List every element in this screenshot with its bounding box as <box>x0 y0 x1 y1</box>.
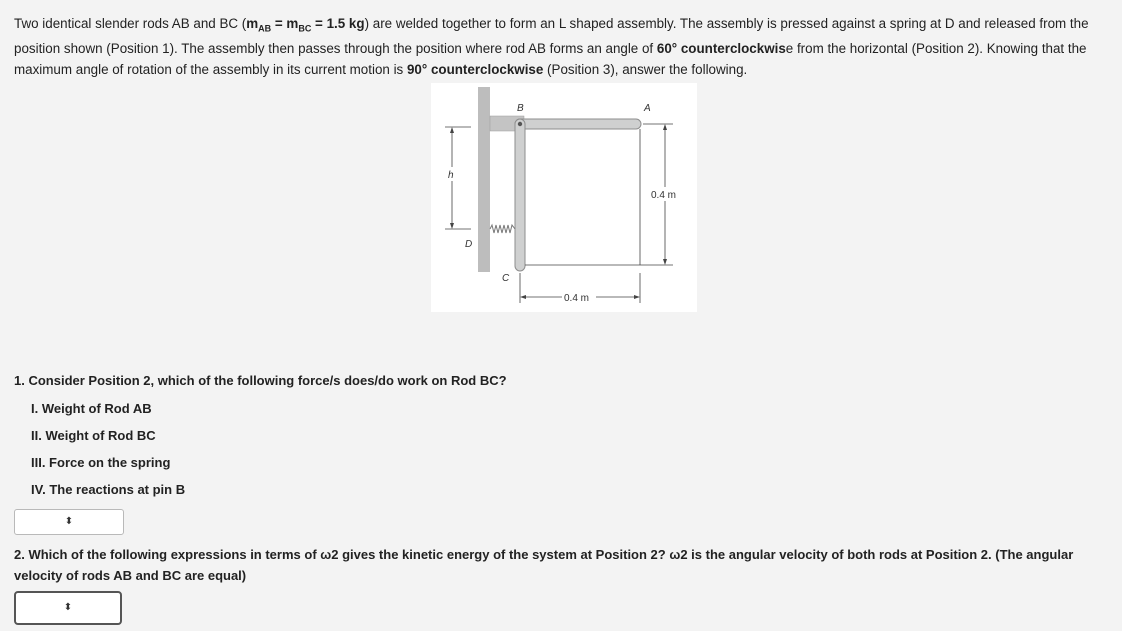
mass-value: = 1.5 kg <box>311 16 365 31</box>
rod-assembly-figure <box>431 83 697 312</box>
mass-expression <box>246 16 365 34</box>
label-vertical-dimension: 0.4 m <box>651 190 677 201</box>
question-1-title: 1. Consider Position 2, which of the following force/s does/do work on Rod BC? <box>14 373 507 388</box>
hdim-arrow-right <box>634 295 640 299</box>
h-arrow-bottom <box>450 223 454 229</box>
problem-text-2: ) are welded together to form an L shaped assembly. The assembly is pressed against a spring at D and released from the position shown (Position 1). The assembly then passes through the position where rod AB forms an angle of <box>14 16 1089 57</box>
label-d: D <box>465 239 473 250</box>
question-1-answer-select[interactable] <box>14 509 124 535</box>
wall <box>478 87 490 272</box>
mass-equals: = m <box>271 16 299 31</box>
mass-symbol: m <box>246 16 259 31</box>
label-a: A <box>644 103 651 114</box>
problem-statement <box>14 14 1108 80</box>
h-arrow-top <box>450 127 454 133</box>
question-1-option-2: II. Weight of Rod BC <box>31 428 156 443</box>
question-2-answer-select[interactable] <box>14 591 122 625</box>
problem-text-1: Two identical slender rods AB and BC ( <box>14 16 247 31</box>
select-arrows-icon: ⬍ <box>64 516 74 527</box>
label-c: C <box>502 273 510 284</box>
subscript-bc: BC <box>298 23 312 34</box>
angle-90-text: 90° counterclockwise <box>406 61 544 77</box>
select-arrows-icon: ⬍ <box>63 602 73 613</box>
question-1-option-1: I. Weight of Rod AB <box>31 401 152 416</box>
pin-b <box>518 122 522 126</box>
hdim-arrow-left <box>520 295 526 299</box>
question-1-option-3: III. Force on the spring <box>31 455 171 470</box>
vdim-arrow-top <box>663 124 667 130</box>
vdim-arrow-bottom <box>663 259 667 265</box>
spring <box>490 225 515 233</box>
problem-text-3: e from the horizontal (Position 2). Knowing that the maximum angle of rotation of the assembly in its current motion is <box>14 41 1087 77</box>
question-2-title: 2. Which of the following expressions in terms of ω2 gives the kinetic energy of the system at Position 2? ω2 is the angular velocity of both rods at Position 2. (The angular velocity of rods AB and BC are equal) <box>14 547 1074 583</box>
rod-bc <box>515 119 525 271</box>
question-1-option-4: IV. The reactions at pin B <box>31 482 186 497</box>
rod-ab <box>515 119 641 129</box>
label-b: B <box>517 103 524 114</box>
label-horizontal-dimension: 0.4 m <box>564 293 590 304</box>
angle-60-text: 60° counterclockwis <box>656 41 786 57</box>
subscript-ab: AB <box>258 23 272 34</box>
label-h: h <box>448 170 454 181</box>
rod-assembly-diagram <box>431 83 697 312</box>
problem-text-4: (Position 3), answer the following. <box>543 61 748 77</box>
